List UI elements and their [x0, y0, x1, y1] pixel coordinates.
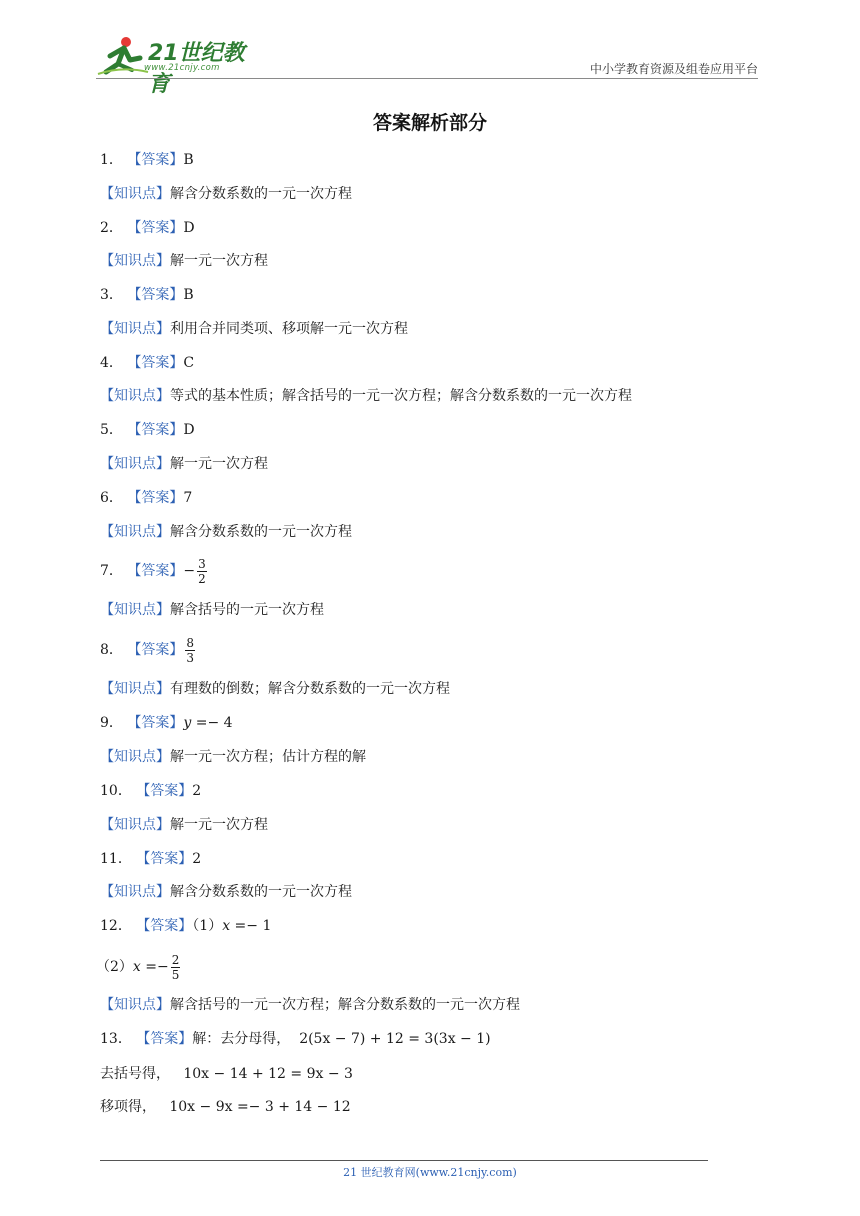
- answer-line-9: [100, 713, 233, 733]
- point-tag: 【知识点】: [100, 602, 170, 618]
- item-number: 4．: [100, 355, 123, 371]
- point-tag: 【知识点】: [100, 681, 170, 697]
- point-text: 解含括号的一元一次方程；解含分数系数的一元一次方程: [170, 997, 520, 1013]
- answer-line-10: [100, 781, 201, 801]
- answer-line-13: [100, 1029, 491, 1049]
- answer-value: C: [183, 355, 195, 371]
- answer-value: D: [183, 422, 195, 438]
- item-number: 10．: [100, 783, 132, 799]
- point-tag: 【知识点】: [100, 884, 170, 900]
- variable: x: [132, 959, 141, 975]
- fraction-numerator: 2: [171, 952, 180, 967]
- point-text: 利用合并同类项、移项解一元一次方程: [170, 321, 408, 337]
- answer-value: D: [183, 220, 195, 236]
- answer-tag: 【答案】: [136, 851, 193, 867]
- answer-line-7: [100, 556, 207, 586]
- page-title: 答案解析部分: [372, 112, 487, 134]
- item-number: 3．: [100, 287, 123, 303]
- page-header: [96, 34, 758, 97]
- answer-value: =−: [140, 959, 169, 975]
- point-tag: 【知识点】: [100, 997, 170, 1013]
- point-text: 有理数的倒数；解含分数系数的一元一次方程: [170, 681, 450, 697]
- item-number: 9．: [100, 715, 123, 731]
- item-number: 11．: [100, 851, 132, 867]
- item-number: 6．: [100, 490, 123, 506]
- point-line-10: [100, 815, 268, 835]
- header-platform-text: 中小学教育资源及组卷应用平台: [589, 62, 758, 76]
- answer-tag: 【答案】: [127, 422, 184, 438]
- answer-line-8: [100, 635, 195, 665]
- point-line-4: [100, 386, 632, 406]
- item-number: 13．: [100, 1031, 132, 1047]
- point-text: 解一元一次方程: [170, 817, 268, 833]
- logo-text: 21世纪教育: [148, 41, 245, 97]
- answer-value: =− 4: [191, 715, 233, 731]
- point-tag: 【知识点】: [100, 524, 170, 540]
- answer-tag: 【答案】: [127, 490, 184, 506]
- logo: [96, 34, 266, 97]
- logo-url: www.21cnjy.com: [144, 63, 220, 73]
- solution-step-2: [100, 1097, 351, 1117]
- footer-divider: [100, 1160, 708, 1161]
- answer-tag: 【答案】: [127, 715, 184, 731]
- answer-value: 2: [192, 851, 202, 867]
- answer-line-12-part2: [96, 952, 180, 982]
- step-equation: 10x − 14 + 12 = 9x − 3: [183, 1066, 353, 1082]
- point-tag: 【知识点】: [100, 388, 170, 404]
- point-line-2: [100, 251, 268, 271]
- point-tag: 【知识点】: [100, 817, 170, 833]
- step-label: 移项得，: [100, 1099, 156, 1115]
- point-line-3: [100, 319, 408, 339]
- point-text: 解一元一次方程: [170, 456, 268, 472]
- answer-tag: 【答案】: [127, 355, 184, 371]
- answer-line-3: [100, 285, 194, 305]
- point-tag: 【知识点】: [100, 456, 170, 472]
- answer-value: =− 1: [230, 918, 272, 934]
- answer-line-11: [100, 849, 201, 869]
- answer-tag: 【答案】: [127, 220, 184, 236]
- point-line-1: [100, 184, 352, 204]
- item-number: 5．: [100, 422, 123, 438]
- part-label: （1）: [192, 918, 223, 934]
- answer-sign: −: [183, 563, 196, 579]
- footer-text: 21 世纪教育网(www.21cnjy.com): [343, 1166, 517, 1179]
- item-number: 12．: [100, 918, 132, 934]
- point-line-12: [100, 995, 520, 1015]
- answer-line-1: [100, 150, 194, 170]
- item-number: 7．: [100, 563, 123, 579]
- fraction-denominator: 3: [186, 650, 195, 665]
- solution-step-1: [100, 1064, 353, 1084]
- answer-fraction: [171, 953, 181, 982]
- point-text: 等式的基本性质；解含括号的一元一次方程；解含分数系数的一元一次方程: [170, 388, 632, 404]
- answer-tag: 【答案】: [127, 642, 184, 658]
- solution-equation: 2(5x − 7) + 12 = 3(3x − 1): [299, 1031, 491, 1047]
- point-tag: 【知识点】: [100, 253, 170, 269]
- point-line-11: [100, 882, 352, 902]
- point-tag: 【知识点】: [100, 749, 170, 765]
- answer-line-5: [100, 420, 195, 440]
- point-line-9: [100, 747, 366, 767]
- point-tag: 【知识点】: [100, 186, 170, 202]
- answer-fraction: [185, 636, 195, 665]
- answer-tag: 【答案】: [127, 287, 184, 303]
- point-text: 解含分数系数的一元一次方程: [170, 186, 352, 202]
- answer-value: B: [183, 287, 194, 303]
- answer-line-6: [100, 488, 192, 508]
- answer-line-4: [100, 353, 194, 373]
- answer-value: 2: [192, 783, 202, 799]
- point-line-8: [100, 679, 450, 699]
- point-line-5: [100, 454, 268, 474]
- answer-tag: 【答案】: [136, 1031, 193, 1047]
- point-text: 解含括号的一元一次方程: [170, 602, 324, 618]
- answer-tag: 【答案】: [136, 783, 193, 799]
- point-text: 解含分数系数的一元一次方程: [170, 884, 352, 900]
- item-number: 2．: [100, 220, 123, 236]
- step-label: 去括号得，: [100, 1066, 170, 1082]
- fraction-numerator: 8: [186, 635, 195, 650]
- answer-tag: 【答案】: [127, 563, 184, 579]
- fraction-denominator: 2: [198, 571, 206, 586]
- item-number: 8．: [100, 642, 123, 658]
- answer-tag: 【答案】: [136, 918, 193, 934]
- point-tag: 【知识点】: [100, 321, 170, 337]
- answer-tag: 【答案】: [127, 152, 184, 168]
- variable: y: [183, 715, 192, 731]
- point-text: 解含分数系数的一元一次方程: [170, 524, 352, 540]
- point-line-6: [100, 522, 352, 542]
- item-number: 1．: [100, 152, 123, 168]
- point-text: 解一元一次方程: [170, 253, 268, 269]
- answer-line-12: [100, 916, 271, 936]
- answer-fraction: [197, 557, 207, 586]
- answer-line-2: [100, 218, 195, 238]
- header-divider: [96, 78, 758, 79]
- point-line-7: [100, 600, 324, 620]
- solution-lead: 解：去分母得，: [192, 1031, 291, 1047]
- step-equation: 10x − 9x =− 3 + 14 − 12: [169, 1099, 351, 1115]
- fraction-numerator: 3: [198, 556, 206, 571]
- variable: x: [222, 918, 231, 934]
- point-text: 解一元一次方程；估计方程的解: [170, 749, 366, 765]
- part-label: （2）: [96, 959, 133, 975]
- answer-value: 7: [183, 490, 193, 506]
- fraction-denominator: 5: [171, 967, 180, 982]
- answer-value: B: [183, 152, 194, 168]
